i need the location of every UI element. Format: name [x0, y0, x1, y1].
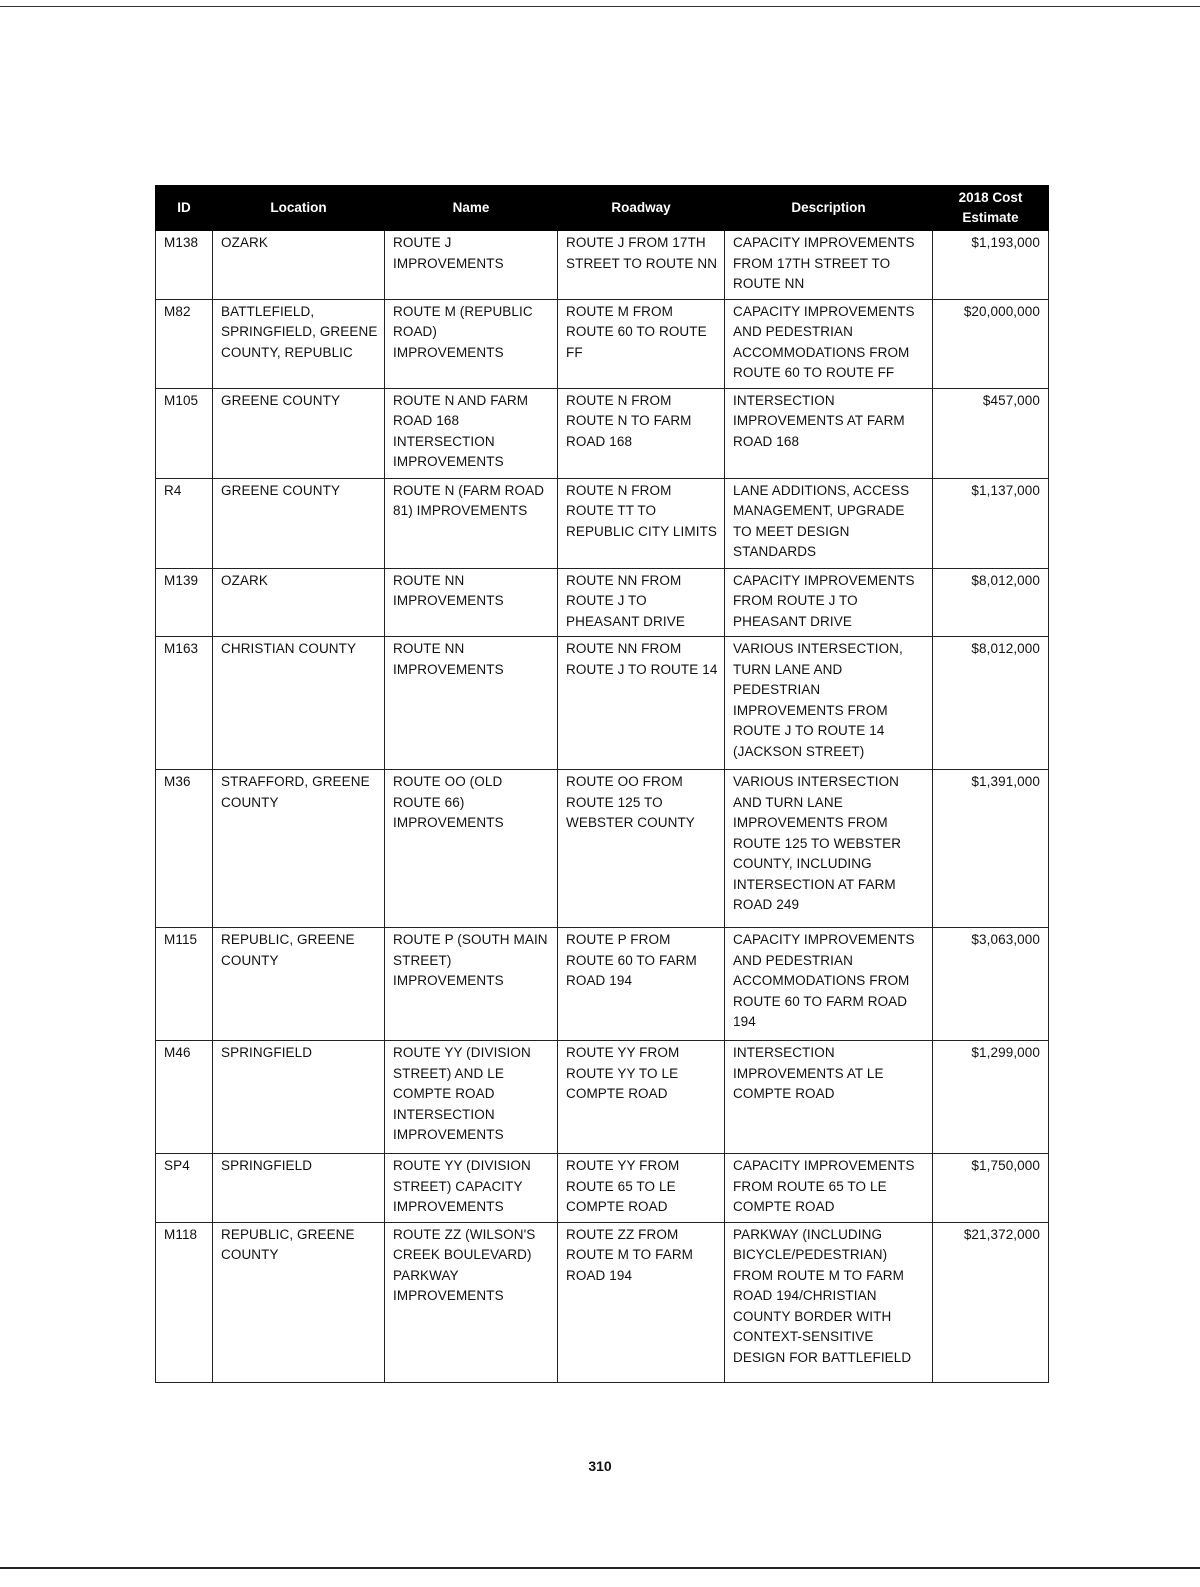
cell-description: VARIOUS INTERSECTION AND TURN LANE IMPROVEMENTS FROM ROUTE 125 TO WEBSTER COUNTY, INCLUDING INTERSECTION AT FARM ROAD 249 [725, 770, 933, 928]
cell-description: PARKWAY (INCLUDING BICYCLE/PEDESTRIAN) FROM ROUTE M TO FARM ROAD 194/CHRISTIAN COUNTY BORDER WITH CONTEXT-SENSITIVE DESIGN FOR BATTLEFIELD [725, 1222, 933, 1382]
table-header-row [156, 186, 1049, 231]
table-body [156, 231, 1049, 1383]
cell-roadway: ROUTE YY FROM ROUTE 65 TO LE COMPTE ROAD [558, 1154, 725, 1223]
cell-id: M115 [156, 928, 213, 1041]
table-row [156, 388, 1049, 478]
table-row [156, 928, 1049, 1041]
table-row [156, 478, 1049, 568]
cell-location: STRAFFORD, GREENE COUNTY [213, 770, 385, 928]
header-description: Description [725, 186, 933, 231]
cell-description: CAPACITY IMPROVEMENTS AND PEDESTRIAN ACCOMMODATIONS FROM ROUTE 60 TO ROUTE FF [725, 299, 933, 388]
page-number: 310 [588, 1458, 612, 1474]
cell-cost: $1,137,000 [933, 478, 1049, 568]
cell-name: ROUTE OO (OLD ROUTE 66) IMPROVEMENTS [385, 770, 558, 928]
cell-description: INTERSECTION IMPROVEMENTS AT LE COMPTE ROAD [725, 1041, 933, 1154]
table-row [156, 1041, 1049, 1154]
cell-location: REPUBLIC, GREENE COUNTY [213, 928, 385, 1041]
cell-cost: $457,000 [933, 388, 1049, 478]
cell-name: ROUTE P (SOUTH MAIN STREET) IMPROVEMENTS [385, 928, 558, 1041]
table-row [156, 231, 1049, 300]
cell-cost: $8,012,000 [933, 637, 1049, 770]
cell-location: GREENE COUNTY [213, 478, 385, 568]
table-row [156, 637, 1049, 770]
cell-id: M139 [156, 568, 213, 637]
cell-name: ROUTE NN IMPROVEMENTS [385, 568, 558, 637]
cell-roadway: ROUTE N FROM ROUTE TT TO REPUBLIC CITY LIMITS [558, 478, 725, 568]
cell-roadway: ROUTE N FROM ROUTE N TO FARM ROAD 168 [558, 388, 725, 478]
cell-id: SP4 [156, 1154, 213, 1223]
header-location: Location [213, 186, 385, 231]
cell-name: ROUTE J IMPROVEMENTS [385, 231, 558, 300]
cell-cost: $1,299,000 [933, 1041, 1049, 1154]
cell-name: ROUTE M (REPUBLIC ROAD) IMPROVEMENTS [385, 299, 558, 388]
cell-id: M163 [156, 637, 213, 770]
cell-roadway: ROUTE J FROM 17TH STREET TO ROUTE NN [558, 231, 725, 300]
project-table-container [155, 185, 1048, 1383]
cell-description: CAPACITY IMPROVEMENTS FROM ROUTE J TO PHEASANT DRIVE [725, 568, 933, 637]
cell-roadway: ROUTE OO FROM ROUTE 125 TO WEBSTER COUNTY [558, 770, 725, 928]
cell-cost: $21,372,000 [933, 1222, 1049, 1382]
cell-description: VARIOUS INTERSECTION, TURN LANE AND PEDESTRIAN IMPROVEMENTS FROM ROUTE J TO ROUTE 14 (JACKSON STREET) [725, 637, 933, 770]
cell-roadway: ROUTE M FROM ROUTE 60 TO ROUTE FF [558, 299, 725, 388]
cell-name: ROUTE YY (DIVISION STREET) AND LE COMPTE ROAD INTERSECTION IMPROVEMENTS [385, 1041, 558, 1154]
cell-location: OZARK [213, 231, 385, 300]
scan-edge-bottom [0, 1567, 1200, 1569]
project-table [155, 185, 1049, 1383]
cell-cost: $1,750,000 [933, 1154, 1049, 1223]
cell-roadway: ROUTE ZZ FROM ROUTE M TO FARM ROAD 194 [558, 1222, 725, 1382]
cell-name: ROUTE NN IMPROVEMENTS [385, 637, 558, 770]
cell-name: ROUTE N (FARM ROAD 81) IMPROVEMENTS [385, 478, 558, 568]
cell-cost: $1,391,000 [933, 770, 1049, 928]
scan-edge-top [0, 6, 1200, 7]
cell-cost: $20,000,000 [933, 299, 1049, 388]
table-row [156, 568, 1049, 637]
cell-name: ROUTE YY (DIVISION STREET) CAPACITY IMPROVEMENTS [385, 1154, 558, 1223]
cell-name: ROUTE ZZ (WILSON'S CREEK BOULEVARD) PARKWAY IMPROVEMENTS [385, 1222, 558, 1382]
cell-id: M118 [156, 1222, 213, 1382]
table-row [156, 770, 1049, 928]
cell-roadway: ROUTE NN FROM ROUTE J TO ROUTE 14 [558, 637, 725, 770]
header-cost: 2018 Cost Estimate [933, 186, 1049, 231]
table-row [156, 1154, 1049, 1223]
cell-cost: $1,193,000 [933, 231, 1049, 300]
cell-description: CAPACITY IMPROVEMENTS FROM 17TH STREET TO ROUTE NN [725, 231, 933, 300]
cell-id: R4 [156, 478, 213, 568]
cell-location: SPRINGFIELD [213, 1154, 385, 1223]
cell-id: M46 [156, 1041, 213, 1154]
cell-cost: $8,012,000 [933, 568, 1049, 637]
cell-description: CAPACITY IMPROVEMENTS FROM ROUTE 65 TO LE COMPTE ROAD [725, 1154, 933, 1223]
cell-description: CAPACITY IMPROVEMENTS AND PEDESTRIAN ACCOMMODATIONS FROM ROUTE 60 TO FARM ROAD 194 [725, 928, 933, 1041]
cell-id: M36 [156, 770, 213, 928]
cell-description: LANE ADDITIONS, ACCESS MANAGEMENT, UPGRADE TO MEET DESIGN STANDARDS [725, 478, 933, 568]
cell-location: GREENE COUNTY [213, 388, 385, 478]
cell-id: M138 [156, 231, 213, 300]
cell-id: M82 [156, 299, 213, 388]
header-roadway: Roadway [558, 186, 725, 231]
cell-roadway: ROUTE NN FROM ROUTE J TO PHEASANT DRIVE [558, 568, 725, 637]
table-row [156, 1222, 1049, 1382]
cell-location: REPUBLIC, GREENE COUNTY [213, 1222, 385, 1382]
cell-location: SPRINGFIELD [213, 1041, 385, 1154]
header-name: Name [385, 186, 558, 231]
cell-cost: $3,063,000 [933, 928, 1049, 1041]
cell-id: M105 [156, 388, 213, 478]
cell-location: BATTLEFIELD, SPRINGFIELD, GREENE COUNTY, REPUBLIC [213, 299, 385, 388]
cell-roadway: ROUTE P FROM ROUTE 60 TO FARM ROAD 194 [558, 928, 725, 1041]
cell-location: CHRISTIAN COUNTY [213, 637, 385, 770]
cell-roadway: ROUTE YY FROM ROUTE YY TO LE COMPTE ROAD [558, 1041, 725, 1154]
cell-name: ROUTE N AND FARM ROAD 168 INTERSECTION IMPROVEMENTS [385, 388, 558, 478]
cell-location: OZARK [213, 568, 385, 637]
cell-description: INTERSECTION IMPROVEMENTS AT FARM ROAD 168 [725, 388, 933, 478]
table-row [156, 299, 1049, 388]
header-id: ID [156, 186, 213, 231]
